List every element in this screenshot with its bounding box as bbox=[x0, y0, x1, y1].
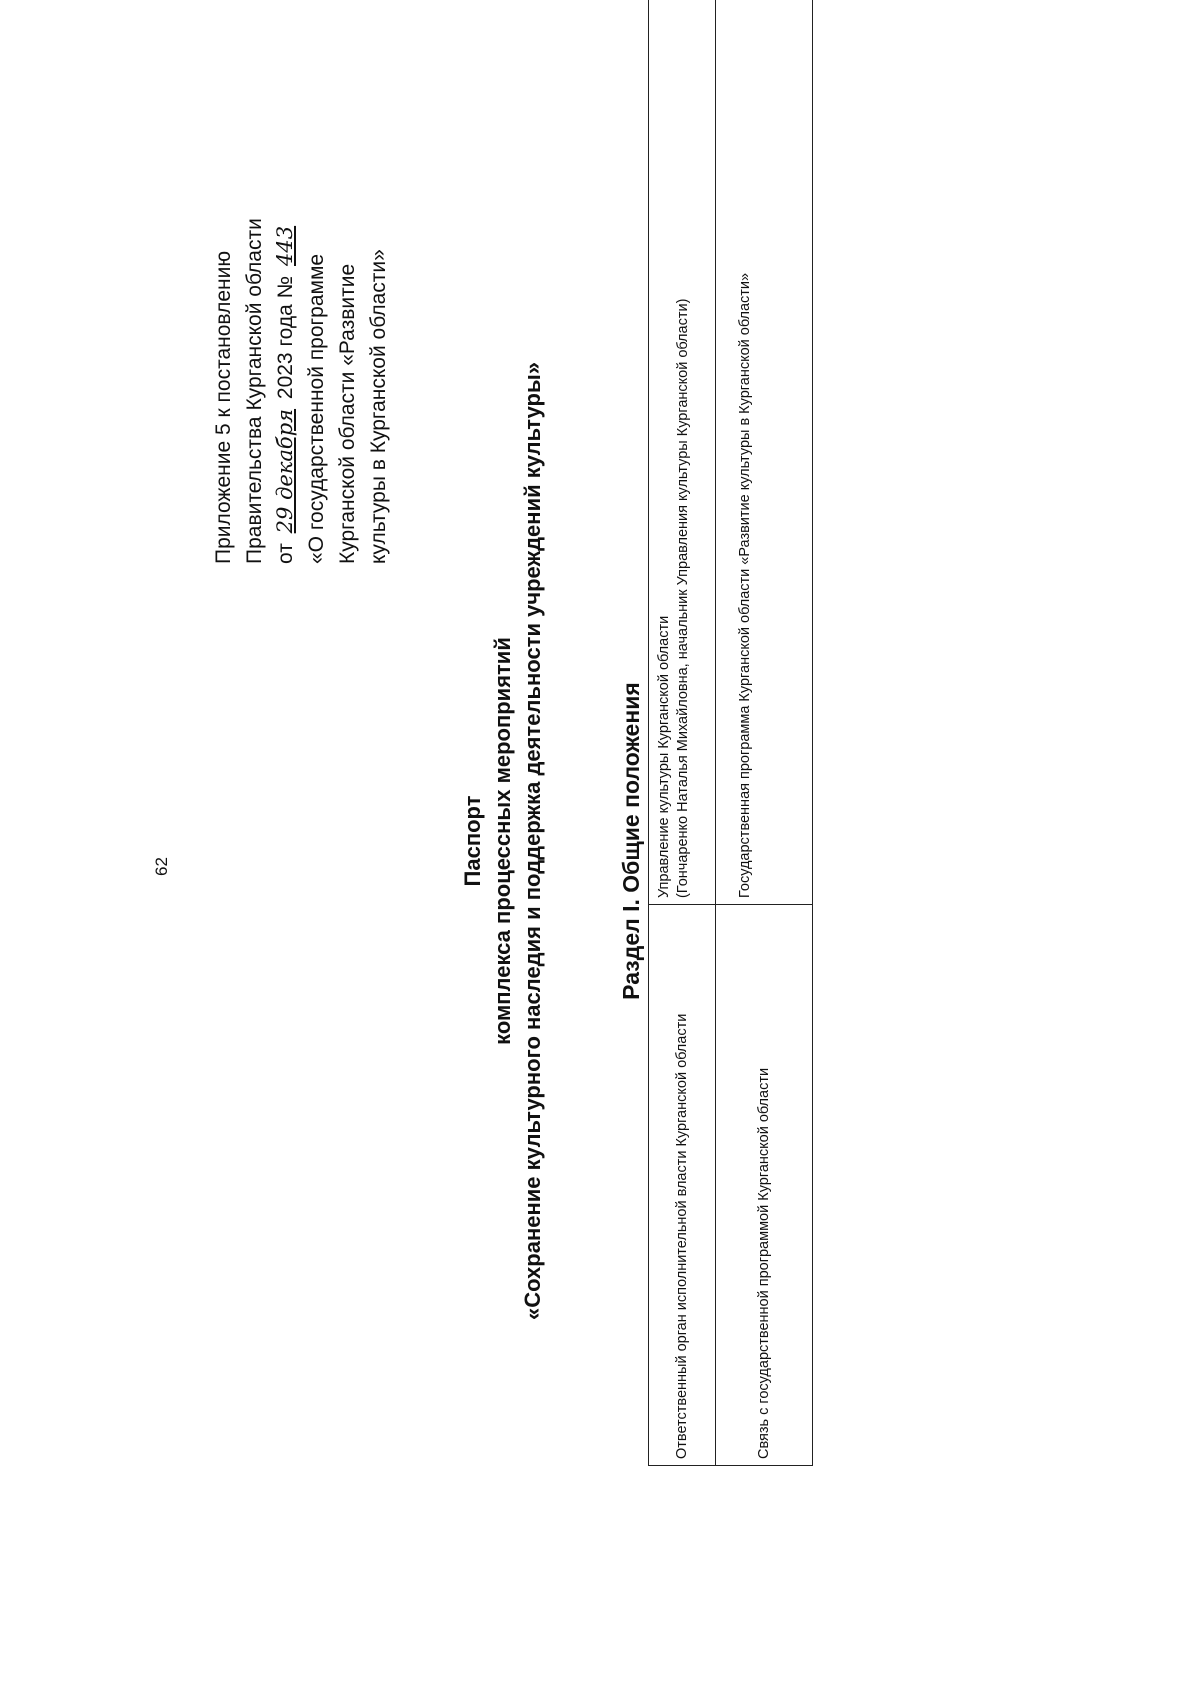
document-title bbox=[458, 286, 548, 1396]
appendix-line-6: культуры в Курганской области» bbox=[367, 249, 390, 564]
table-value-cell bbox=[716, 0, 813, 905]
table-value-cell bbox=[649, 0, 716, 905]
title-line-1: Паспорт bbox=[460, 795, 485, 887]
table-row bbox=[649, 0, 716, 1466]
appendix-line-3 bbox=[270, 44, 301, 564]
table-label-cell: Ответственный орган исполнительной власти Курганской области bbox=[649, 905, 716, 1466]
value-line: Управление культуры Курганской области bbox=[656, 615, 672, 898]
appendix-note bbox=[208, 44, 394, 564]
handwritten-date: 29 декабря bbox=[273, 408, 297, 534]
title-line-2: комплекса процессных мероприятий bbox=[490, 637, 515, 1045]
appendix-line-4: «О государственной программе bbox=[305, 253, 328, 564]
table-label-cell: Связь с государственной программой Курганской области bbox=[716, 905, 813, 1466]
page-number: 62 bbox=[152, 857, 171, 876]
section-title: Раздел I. Общие положения bbox=[618, 682, 644, 1000]
appendix-date-prefix: от bbox=[274, 543, 297, 564]
value-line: Государственная программа Курганской области «Развитие культуры в Курганской области» bbox=[737, 272, 753, 898]
title-line-3: «Сохранение культурного наследия и поддержка деятельности учреждений культуры» bbox=[520, 362, 545, 1320]
appendix-date-middle: 2023 года № bbox=[274, 275, 297, 400]
table-row bbox=[716, 0, 813, 1466]
handwritten-number: 443 bbox=[273, 225, 297, 266]
value-line: (Гончаренко Наталья Михайловна, начальник Управления культуры Курганской области) bbox=[675, 298, 691, 898]
appendix-line-2: Правительства Курганской области bbox=[243, 218, 266, 564]
general-provisions-table bbox=[648, 0, 813, 1466]
appendix-line-1: Приложение 5 к постановлению bbox=[212, 250, 235, 564]
appendix-line-5: Курганской области «Развитие bbox=[336, 263, 359, 564]
